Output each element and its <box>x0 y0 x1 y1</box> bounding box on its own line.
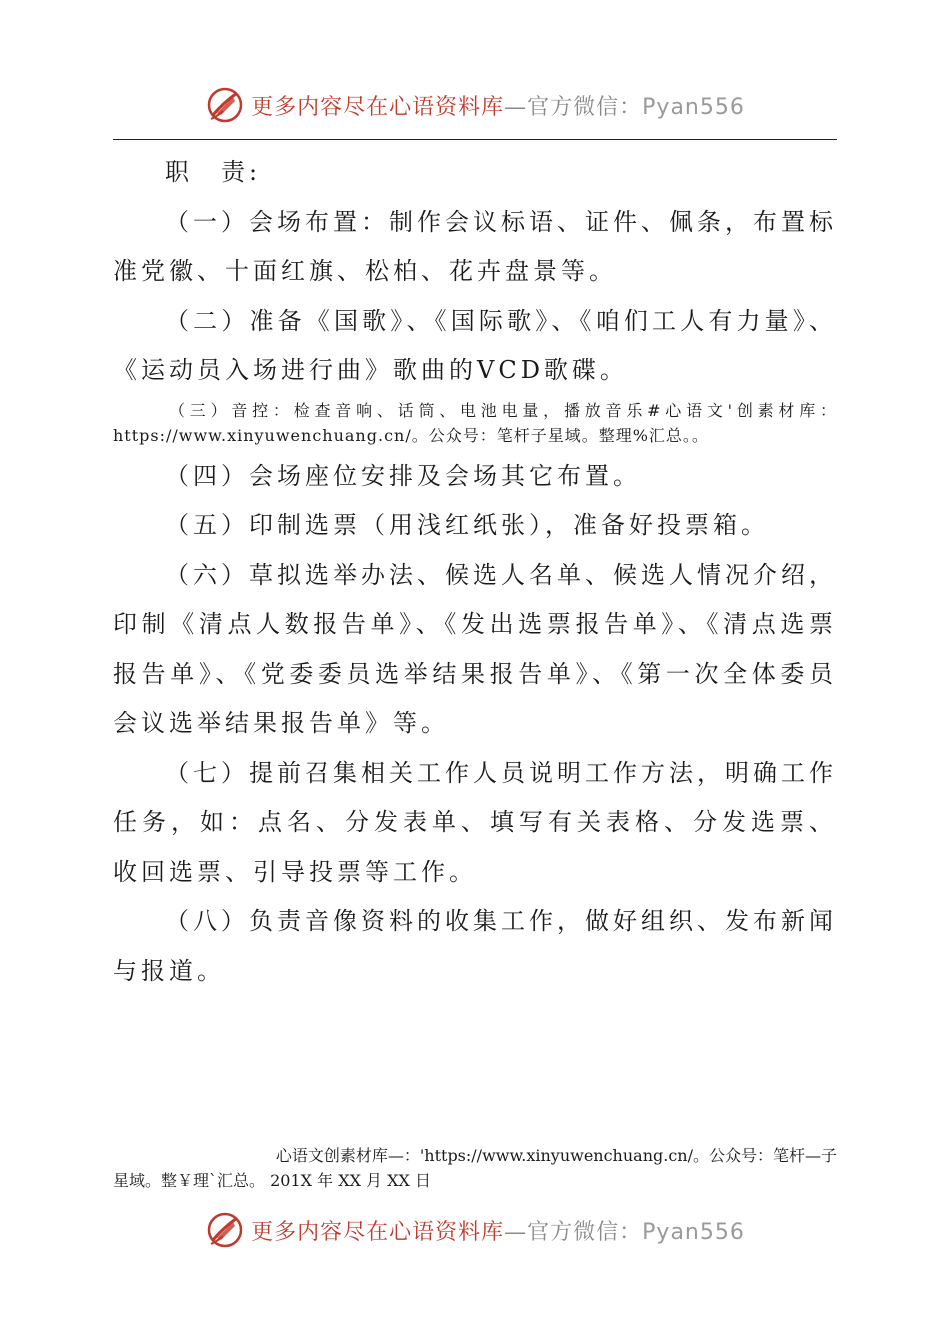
banner-text <box>251 90 745 121</box>
item-1: （一）会场布置：制作会议标语、证件、佩条，布置标准党徽、十面红旗、松柏、花卉盘景等。 <box>113 207 837 285</box>
item-2: （二）准备《国歌》、《国际歌》、《咱们工人有力量》、《运动员入场进行曲》歌曲的VCD歌碟。 <box>113 306 837 384</box>
item-6: （六）草拟选举办法、候选人名单、候选人情况介绍，印制《清点人数报告单》、《发出选票报告单》、《清点选票报告单》、《党委委员选举结果报告单》、《第一次全体委员会议选举结果报告单》等。 <box>113 560 837 737</box>
header-banner <box>0 80 950 130</box>
banner-red-text: 更多内容尽在心语资料库 <box>251 94 505 120</box>
banner-wechat-id: Pyan556 <box>642 1219 745 1245</box>
footer-line-1: 心语文创素材库—：'https://www.xinyuwenchuang.cn/。公众号：笔杆—子 <box>275 1146 837 1165</box>
banner-gray-text: 官方微信： <box>527 94 643 120</box>
item-5: （五）印制选票（用浅红纸张），准备好投票箱。 <box>165 511 769 539</box>
footer-line-2: 星域。整￥理`汇总。 201X 年 XX 月 XX 日 <box>113 1171 432 1190</box>
item-7: （七）提前召集相关工作人员说明工作方法，明确工作任务，如：点名、分发表单、填写有关表格、分发选票、收回选票、引导投票等工作。 <box>113 758 837 886</box>
banner-dash: — <box>504 1219 528 1245</box>
header-rule <box>113 139 837 140</box>
banner-gray-text: 官方微信： <box>527 1219 643 1245</box>
item-8: （八）负责音像资料的收集工作，做好组织、发布新闻与报道。 <box>113 907 837 985</box>
banner-wechat-id: Pyan556 <box>642 94 745 120</box>
item-4: （四）会场座位安排及会场其它布置。 <box>165 461 641 490</box>
banner-text <box>251 1215 745 1246</box>
item-3: （三）音控：检查音响、话筒、电池电量，播放音乐#心语文'创素材库：https://www.xinyuwenchuang.cn/。公众号：笔杆子星域。整理%汇总。。 <box>113 400 837 445</box>
footer-note <box>113 1143 837 1193</box>
pen-logo-icon <box>205 1210 245 1250</box>
footer-banner <box>0 1205 950 1255</box>
doc-title: 职 责: <box>165 158 262 186</box>
document-body <box>113 148 837 996</box>
banner-red-text: 更多内容尽在心语资料库 <box>251 1219 505 1245</box>
banner-dash: — <box>504 94 528 120</box>
pen-logo-icon <box>205 85 245 125</box>
